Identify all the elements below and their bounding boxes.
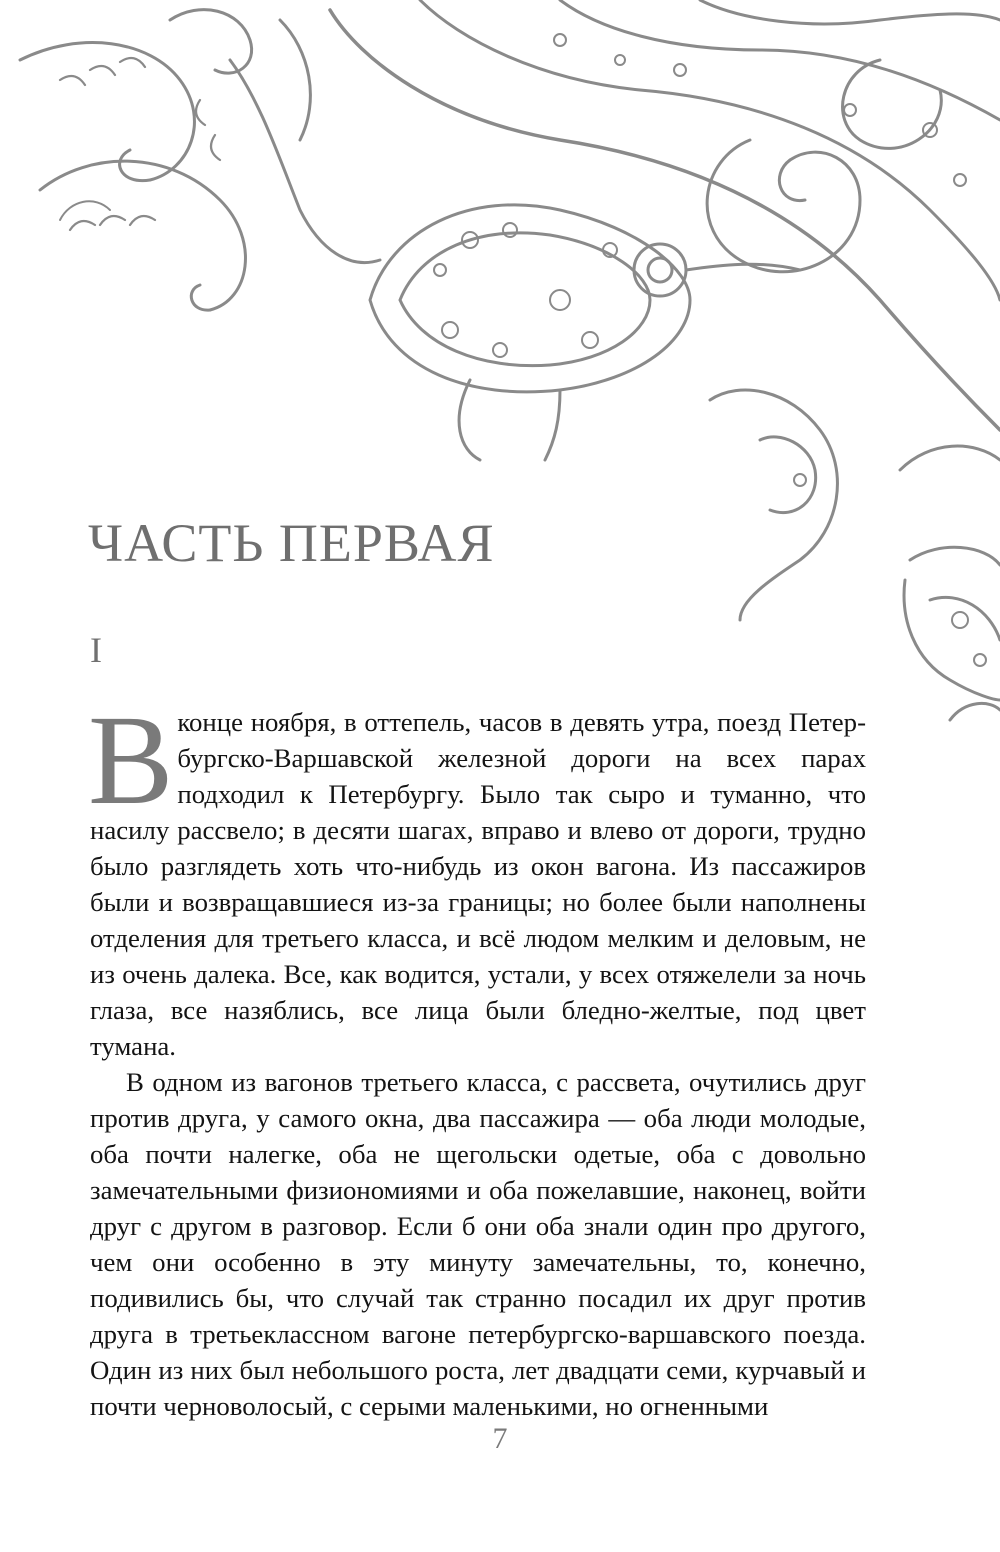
chapter-number: I bbox=[90, 630, 102, 670]
part-title: ЧАСТЬ ПЕРВАЯ bbox=[88, 513, 495, 573]
page-number: 7 bbox=[492, 1422, 508, 1455]
paragraph-text: конце ноября, в оттепель, часов в девять утра, поезд Петербургско-Варшавской железной дороги на всех парах подходил к Петербургу. Было так сыро и туманно, что насилу рассвело; в десяти шагах, вправо и влево от дороги, трудно было разглядеть хоть что-нибудь из окон вагона. Из пассажиров были и возвращавшиеся из-за границы; но более были наполнены отделения для третьего класса, и всё людом мелким и деловым, не из очень далека. Все, как водится, устали, у всех отяжелели за ночь глаза, все назяблись, все лица были бледно-желтые, под цвет тумана. bbox=[90, 707, 866, 1061]
paragraph: В одном из вагонов третьего класса, с рассвета, очутились друг против друга, у самого окна, два пассажира — оба люди молодые, оба почти налегке, оба не щегольски одетые, оба с довольно замечательными физиономиями и оба пожелавшие, наконец, войти друг с другом в разговор. Если б они оба знали один про другого, чем они особенно в эту минуту замечательны, то, конечно, подивились бы, что случай так странно посадил их друг против друга в третьеклассном вагоне петербургско-варшавского поезда. Один из них был небольшого роста, лет двадцати семи, курчавый и почти черноволосый, с серыми маленькими, но огненными bbox=[90, 1067, 866, 1421]
body-text bbox=[88, 689, 866, 1424]
paisley-ornament bbox=[0, 0, 1000, 760]
paragraph bbox=[88, 689, 866, 1064]
drop-cap: В bbox=[88, 689, 174, 831]
